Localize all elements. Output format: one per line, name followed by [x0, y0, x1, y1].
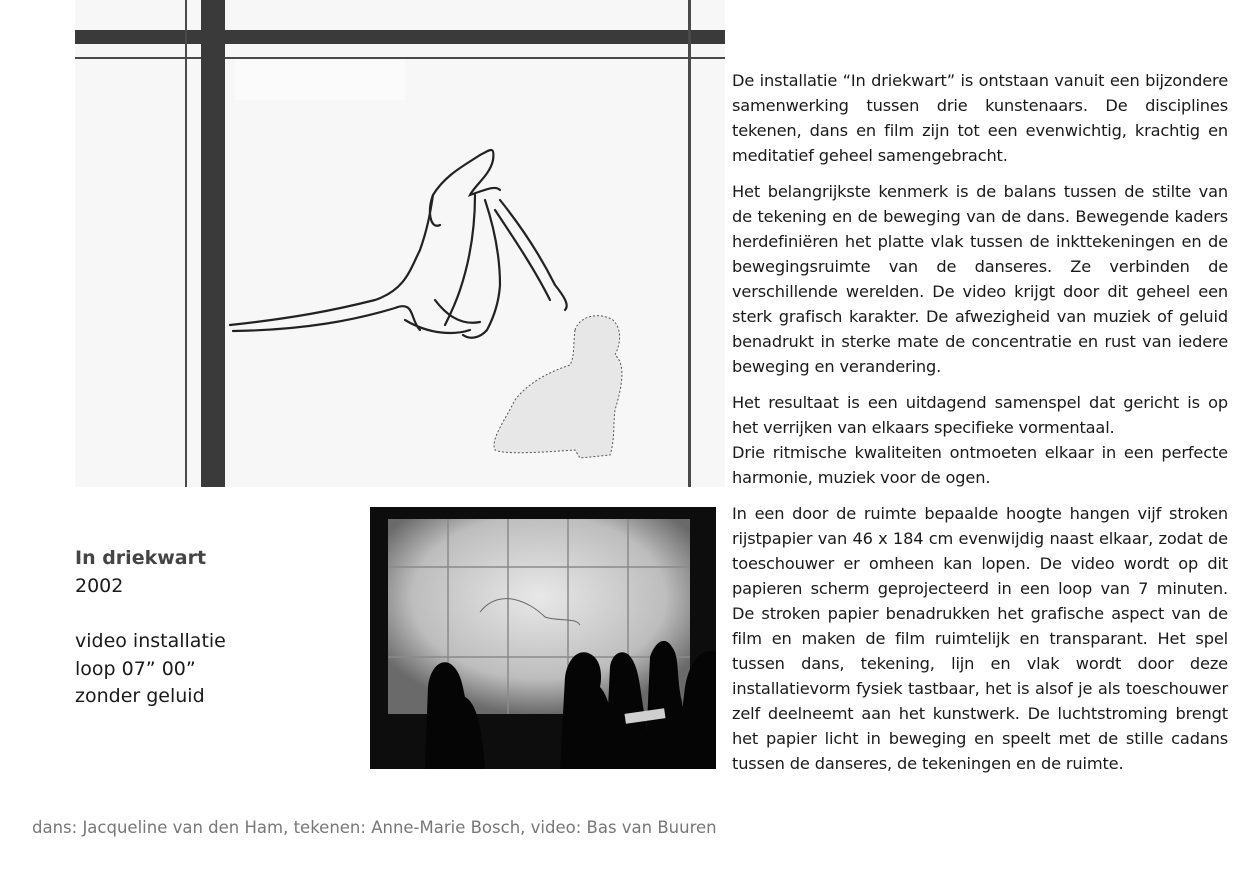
frame-bar-vertical-thick	[201, 0, 225, 487]
work-duration: loop 07” 00”	[75, 657, 196, 680]
paragraph-installation: In een door de ruimte bepaalde hoogte hangen vijf stroken rijstpapier van 46 x 184 cm evenwijdig naast elkaar, zodat de toeschouwer er omheen kan lopen. De video wordt op dit papieren scherm geprojecteerd in een loop van 7 minuten. De stroken papier benadrukken het grafische aspect van de film en maken de film ruimtelijk en transparant. Het spel tussen dans, tekening, lijn en vlak wordt door deze installatievorm fysiek tastbaar, het is alsof je als toeschouwer zelf deelneemt aan het kunstwerk. De luchtstroming brengt het papier licht in beweging en speelt met de stille cadans tussen de danseres, de tekeningen en de ruimte.	[732, 504, 1228, 773]
work-type: video installatie	[75, 630, 226, 652]
work-title: In driekwart	[75, 547, 207, 569]
frame-bar-vertical-thin-left	[185, 0, 187, 487]
frame-bar-horizontal-thick	[75, 30, 725, 44]
description-text	[732, 68, 1228, 787]
credits-line: dans: Jacqueline van den Ham, tekenen: Anne-Marie Bosch, video: Bas van Buuren	[32, 818, 717, 837]
work-caption	[75, 545, 226, 711]
paragraph-balance: Het belangrijkste kenmerk is de balans tussen de stilte van de tekening en de beweging van de dans. Bewegende kaders herdefiniëren het platte vlak tussen de inkttekeningen en de bewegingsruimte van de danseres. Ze verbinden de verschillende werelden. De video krijgt door dit geheel een sterk grafisch karakter. De afwezigheid van muziek of geluid benadrukt in sterke mate de concentratie en rust van iedere beweging en verandering.	[732, 182, 1228, 376]
paragraph-intro: De installatie “In driekwart” is ontstaan vanuit een bijzondere samenwerking tussen drie kunstenaars. De disciplines tekenen, dans en film zijn tot een evenwichtig, krachtig en meditatief geheel samengebracht.	[732, 71, 1228, 165]
paragraph-harmony: Drie ritmische kwaliteiten ontmoeten elkaar in een perfecte harmonie, muziek voor de ogen.	[732, 443, 1228, 487]
work-sound: zonder geluid	[75, 685, 205, 707]
paragraph-result: Het resultaat is een uitdagend samenspel dat gericht is op het verrijken van elkaars specifieke vormentaal.	[732, 393, 1228, 437]
work-year: 2002	[75, 574, 124, 597]
frame-bar-horizontal-thin	[75, 57, 725, 59]
frame-bar-vertical-thin-right	[688, 0, 691, 487]
artwork-drawing	[75, 0, 725, 487]
installation-photo	[370, 507, 716, 769]
